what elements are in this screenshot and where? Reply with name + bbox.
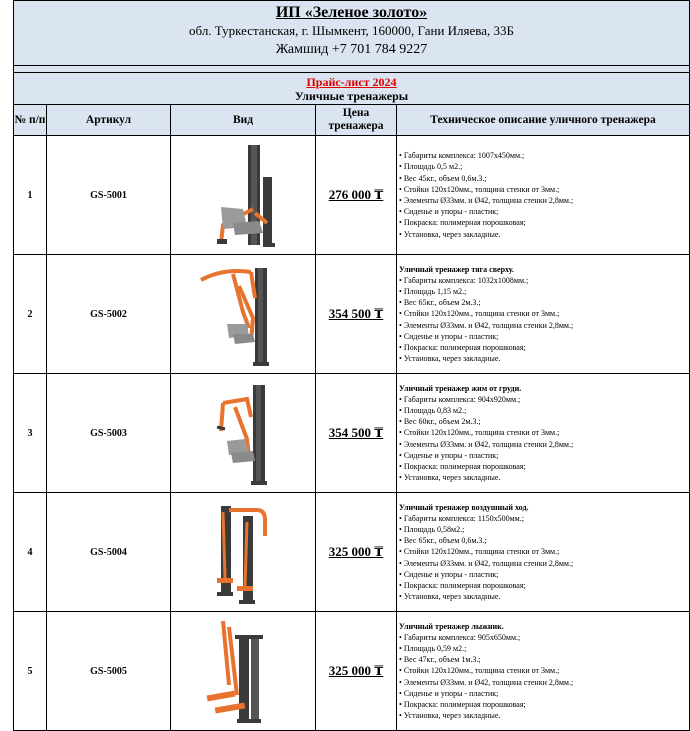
- desc-line: • Габариты комплекса: 904x920мм.;: [399, 394, 689, 405]
- pulldown-machine-image: [193, 258, 293, 370]
- chest-press-machine-image: [193, 377, 293, 489]
- table-row: [14, 493, 690, 612]
- row-num: 5: [14, 612, 47, 731]
- row-num: 2: [14, 255, 47, 374]
- desc-line: • Стойки 120x120мм., толщина стенки от 3мм.;: [399, 665, 689, 676]
- row-description: [397, 136, 690, 255]
- row-description: [397, 255, 690, 374]
- desc-line: • Площадь 0,83 м2.;: [399, 405, 689, 416]
- desc-line: • Площадь 1,15 м2.;: [399, 286, 689, 297]
- col-price: Цена тренажера: [316, 105, 397, 136]
- column-headers: [14, 105, 690, 136]
- desc-line: • Сиденье и упоры - пластик;: [399, 569, 689, 580]
- desc-line: • Вес 47кг., объем 1м.3.;: [399, 654, 689, 665]
- row-article: GS-5004: [47, 493, 171, 612]
- air-walker-machine-image: [193, 496, 293, 608]
- table-row: [14, 255, 690, 374]
- col-num: № п/п: [14, 105, 47, 136]
- table-row: [14, 374, 690, 493]
- product-image: [171, 612, 316, 731]
- desc-line: • Покраска: полимерная порошковая;: [399, 580, 689, 591]
- desc-line: • Габариты комплекса: 1150x500мм.;: [399, 513, 689, 524]
- desc-line: • Габариты комплекса: 1032x1008мм.;: [399, 275, 689, 286]
- desc-title: Уличный тренажер жим от груди.: [399, 383, 522, 393]
- col-article: Артикул: [47, 105, 171, 136]
- desc-line: • Элементы Ø33мм. и Ø42, толщина стенки 2,8мм.;: [399, 439, 689, 450]
- desc-line: • Стойки 120x120мм., толщина стенки от 3мм.;: [399, 427, 689, 438]
- desc-line: • Покраска: полимерная порошковая;: [399, 342, 689, 353]
- row-num: 3: [14, 374, 47, 493]
- skier-machine-image: [193, 615, 293, 727]
- desc-line: • Покраска: полимерная порошковая;: [399, 461, 689, 472]
- desc-title: Уличный тренажер воздушный ход.: [399, 502, 529, 512]
- row-description: [397, 374, 690, 493]
- row-description: [397, 612, 690, 731]
- desc-line: • Установка, через закладные.: [399, 710, 689, 721]
- row-num: 1: [14, 136, 47, 255]
- row-price: 325 000 ₸: [316, 612, 397, 731]
- desc-line: • Элементы Ø33мм. и Ø42, толщина стенки 2,8мм.;: [399, 558, 689, 569]
- row-article: GS-5002: [47, 255, 171, 374]
- desc-line: • Площадь 0,5 м2.;: [399, 161, 689, 172]
- table-row: [14, 612, 690, 731]
- desc-line: • Вес 65кг., объем 0,6м.3.;: [399, 535, 689, 546]
- product-image: [171, 255, 316, 374]
- row-price: 354 500 ₸: [316, 374, 397, 493]
- desc-line: • Вес 65кг., объем 2м.3.;: [399, 297, 689, 308]
- desc-line: • Установка, через закладные.: [399, 229, 689, 240]
- desc-line: • Сиденье и упоры - пластик;: [399, 331, 689, 342]
- price-list-page: [13, 0, 689, 731]
- desc-line: • Покраска: полимерная порошковая;: [399, 217, 689, 228]
- leg-press-machine-image: [193, 139, 293, 251]
- desc-line: • Элементы Ø33мм. и Ø42, толщина стенки 2,8мм.;: [399, 320, 689, 331]
- company-phone: Жамшид +7 701 784 9227: [275, 42, 428, 57]
- desc-line: • Вес 45кг., объем 0,6м.3.;: [399, 173, 689, 184]
- category-title: Уличные тренажеры: [294, 89, 409, 103]
- company-name: ИП «Зеленое золото»: [275, 4, 428, 21]
- desc-line: • Стойки 120x120мм., толщина стенки от 3мм.;: [399, 184, 689, 195]
- desc-line: • Установка, через закладные.: [399, 591, 689, 602]
- desc-line: • Установка, через закладные.: [399, 353, 689, 364]
- price-table: [13, 0, 690, 731]
- title-row: [14, 73, 690, 105]
- desc-line: • Покраска: полимерная порошковая;: [399, 699, 689, 710]
- desc-title: Уличный тренажер лыжник.: [399, 621, 504, 631]
- row-num: 4: [14, 493, 47, 612]
- company-header: [14, 1, 690, 66]
- price-list-title: Прайс-лист 2024: [306, 75, 397, 89]
- desc-line: • Площадь 0,58м2.;: [399, 524, 689, 535]
- col-desc: Техническое описание уличного тренажера: [397, 105, 690, 136]
- row-article: GS-5001: [47, 136, 171, 255]
- product-image: [171, 493, 316, 612]
- desc-line: • Стойки 120x120мм., толщина стенки от 3мм.;: [399, 308, 689, 319]
- row-description: [397, 493, 690, 612]
- desc-title: Уличный тренажер тяга сверху.: [399, 264, 514, 274]
- desc-line: • Вес 60кг., объем 2м.3.;: [399, 416, 689, 427]
- desc-line: • Сиденье и упоры - пластик;: [399, 206, 689, 217]
- desc-line: • Габариты комплекса: 1007x450мм.;: [399, 150, 689, 161]
- row-article: GS-5005: [47, 612, 171, 731]
- company-address: обл. Туркестанская, г. Шымкент, 160000, Гани Иляева, 33Б: [189, 23, 514, 38]
- desc-line: • Элементы Ø33мм. и Ø42, толщина стенки 2,8мм.;: [399, 195, 689, 206]
- row-price: 354 500 ₸: [316, 255, 397, 374]
- desc-line: • Элементы Ø33мм. и Ø42, толщина стенки 2,8мм.;: [399, 677, 689, 688]
- desc-line: • Габариты комплекса: 905x650мм.;: [399, 632, 689, 643]
- row-price: 325 000 ₸: [316, 493, 397, 612]
- table-row: [14, 136, 690, 255]
- row-article: GS-5003: [47, 374, 171, 493]
- desc-line: • Сиденье и упоры - пластик;: [399, 450, 689, 461]
- header-divider: [14, 66, 690, 73]
- row-price: 276 000 ₸: [316, 136, 397, 255]
- product-image: [171, 374, 316, 493]
- desc-line: • Площадь 0,59 м2.;: [399, 643, 689, 654]
- product-image: [171, 136, 316, 255]
- desc-line: • Установка, через закладные.: [399, 472, 689, 483]
- desc-line: • Стойки 120x120мм., толщина стенки от 3мм.;: [399, 546, 689, 557]
- col-view: Вид: [171, 105, 316, 136]
- desc-line: • Сиденье и упоры - пластик;: [399, 688, 689, 699]
